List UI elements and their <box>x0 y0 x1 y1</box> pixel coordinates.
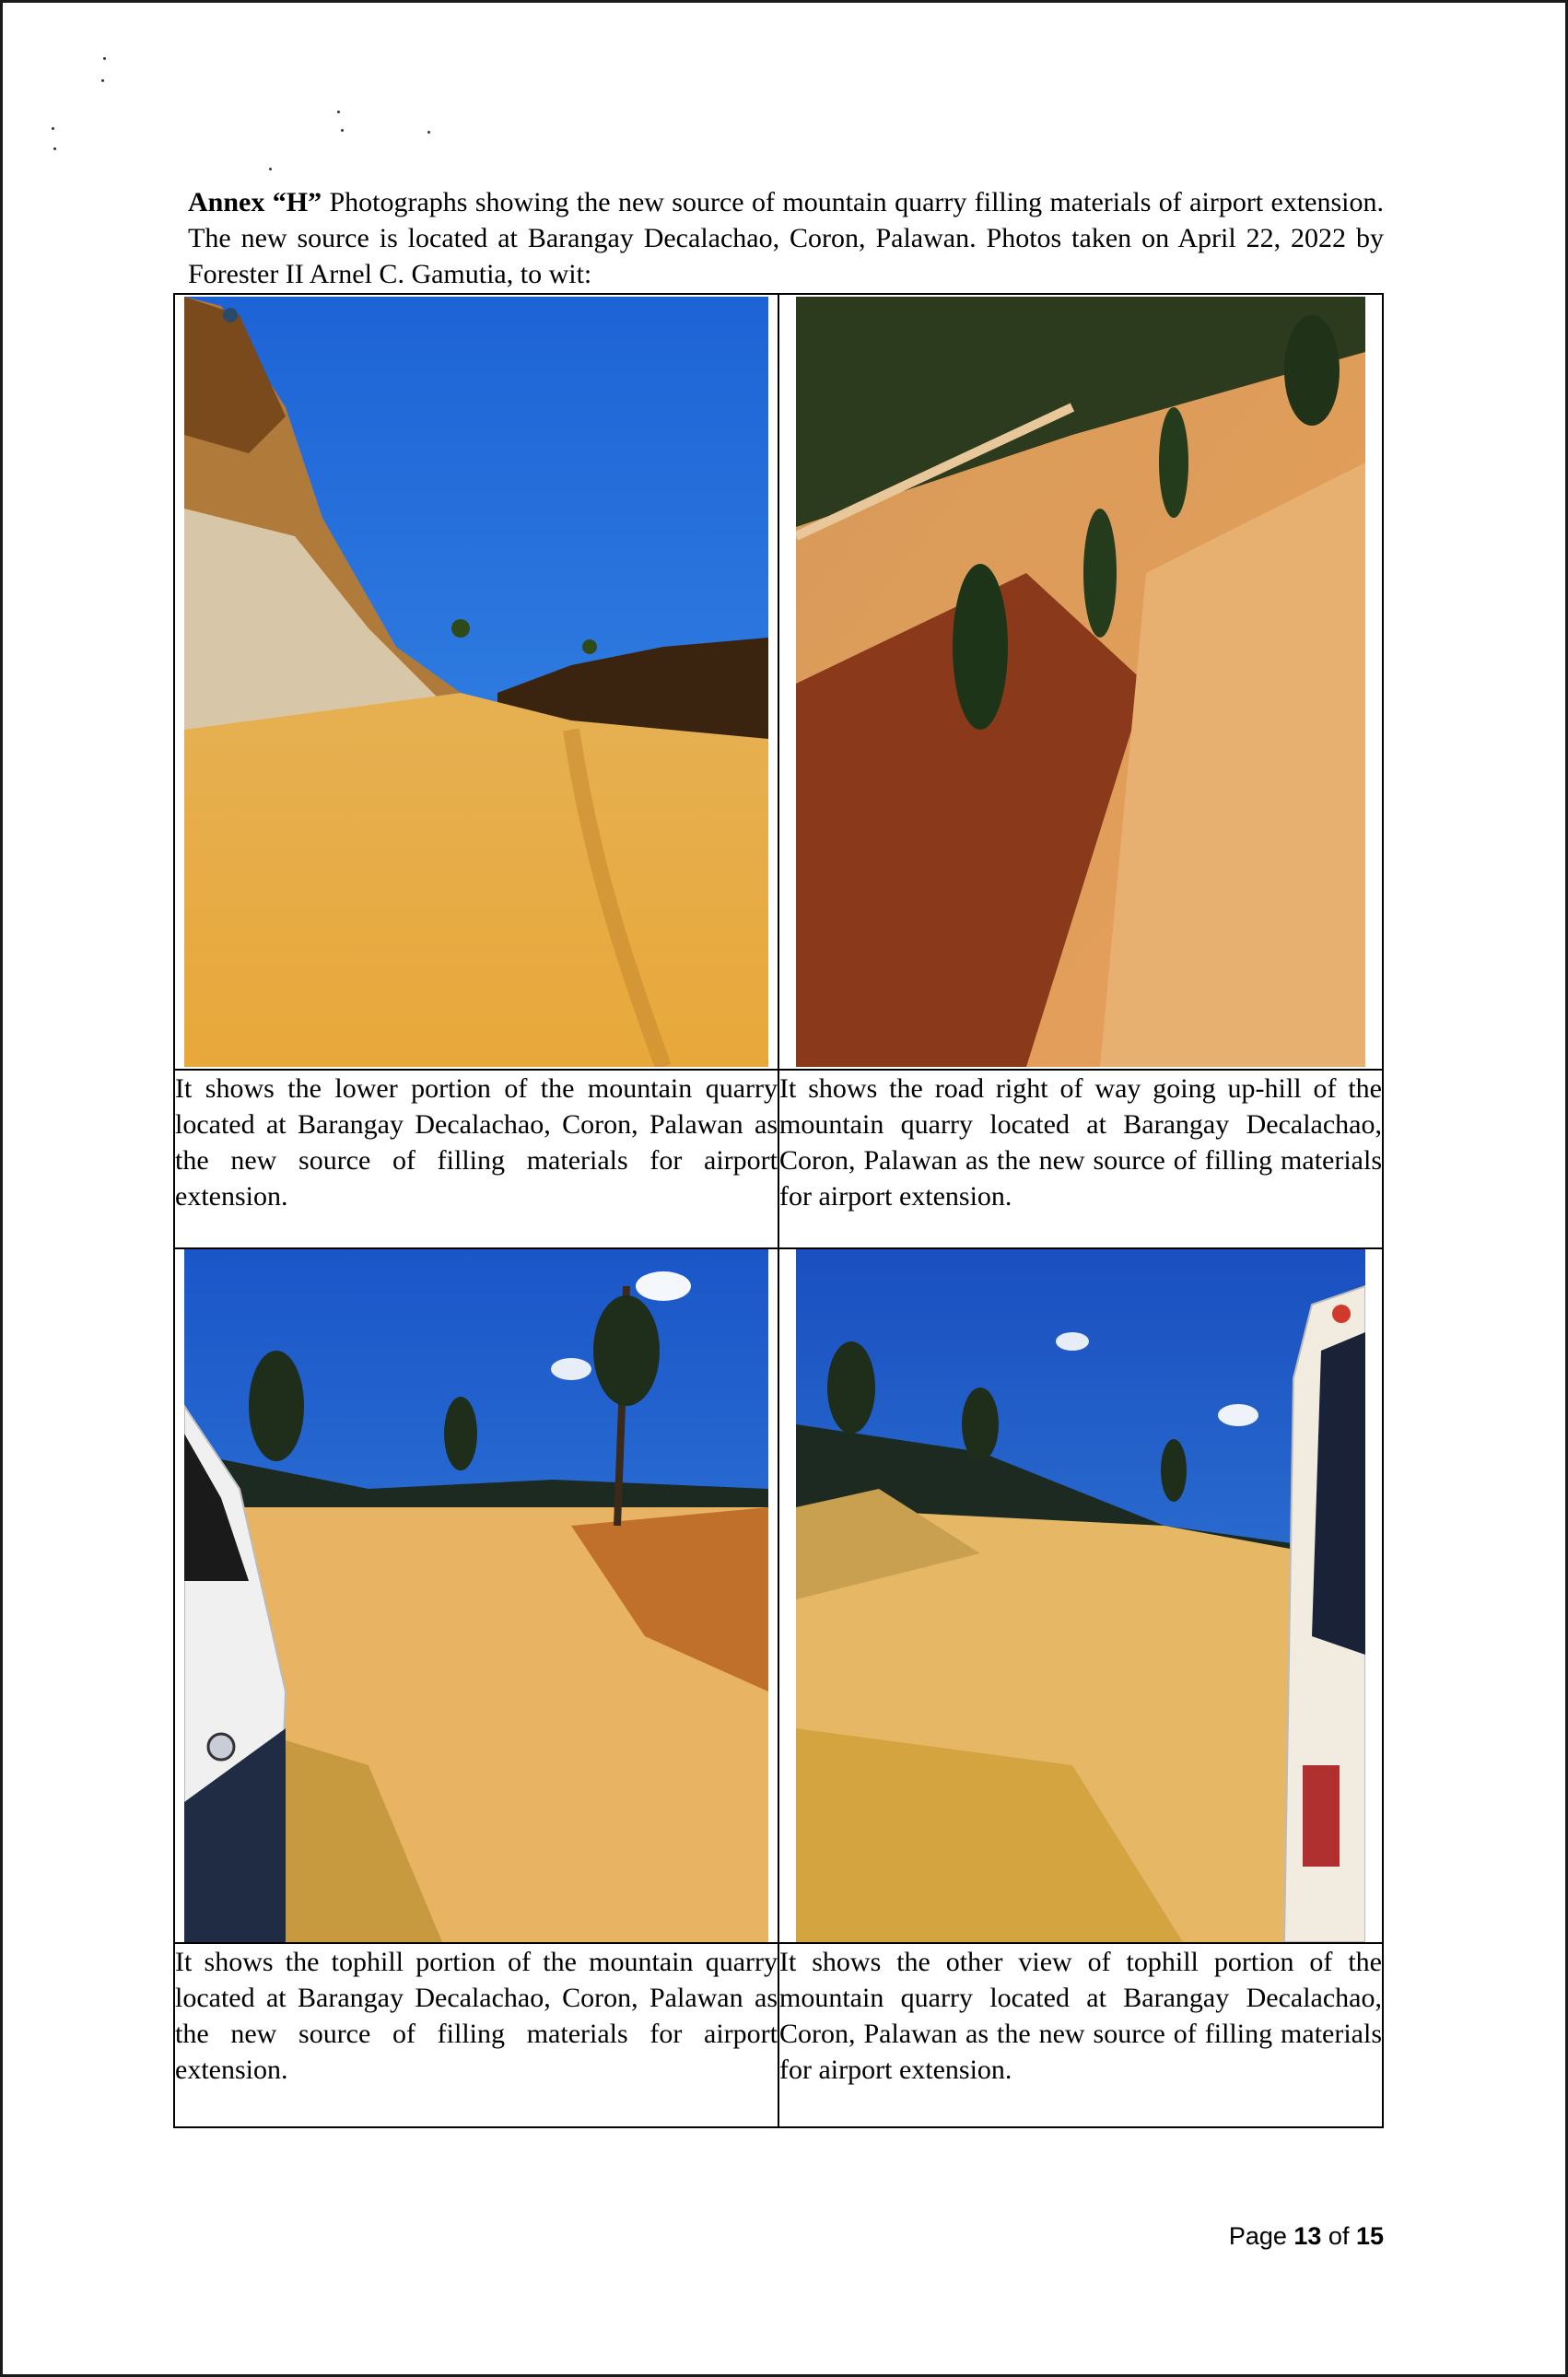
photo-cell-2 <box>778 294 1383 1070</box>
scan-speck <box>269 168 272 170</box>
caption-cell-4 <box>778 1943 1383 2127</box>
photo-cell-4 <box>778 1248 1383 1943</box>
tophill-other-view-photo <box>796 1249 1365 1942</box>
intro-text: Photographs showing the new source of mountain quarry filling materials of airport extension. The new source is located at Barangay Decalachao, Coron, Palawan. Photos taken on April 22, 2022 by Forester II Arnel C. Gamutia, to wit: <box>188 187 1385 289</box>
caption-cell-1 <box>174 1070 778 1248</box>
page-current: 13 <box>1293 2222 1322 2250</box>
page-number <box>1225 2222 1384 2251</box>
scan-speck <box>52 127 54 130</box>
page-total: 15 <box>1355 2222 1384 2250</box>
scan-speck <box>341 129 344 132</box>
scan-speck <box>103 57 106 60</box>
scan-speck <box>101 79 104 82</box>
intro-paragraph <box>188 184 1384 292</box>
annex-label: Annex “H” <box>188 187 322 217</box>
tophill-photo <box>184 1249 768 1942</box>
scan-speck <box>53 147 56 150</box>
caption-cell-2 <box>778 1070 1383 1248</box>
photo-caption: It shows the other view of tophill portion of the mountain quarry located at Barangay Decalachao, Coron, Palawan as the new source of filling materials for airport extension. <box>779 1947 1382 2085</box>
photo-cell-3 <box>174 1248 778 1943</box>
photo-caption: It shows the lower portion of the mountain quarry located at Barangay Decalachao, Coron, Palawan as the new source of filling materials for airport extension. <box>175 1073 778 1212</box>
page-of: of <box>1321 2222 1356 2250</box>
photo-table <box>173 293 1384 2128</box>
caption-cell-3 <box>174 1943 778 2127</box>
road-uphill-photo <box>796 297 1365 1067</box>
photo-cell-1 <box>174 294 778 1070</box>
photo-caption: It shows the tophill portion of the mountain quarry located at Barangay Decalachao, Coron, Palawan as the new source of filling materials for airport extension. <box>175 1947 778 2085</box>
page-word: Page <box>1228 2222 1294 2250</box>
scan-speck <box>427 131 430 134</box>
quarry-lower-photo <box>184 297 768 1067</box>
scan-speck <box>337 111 340 113</box>
photo-caption: It shows the road right of way going up-hill of the mountain quarry located at Barangay Decalachao, Coron, Palawan as the new source of filling materials for airport extension. <box>779 1073 1382 1212</box>
